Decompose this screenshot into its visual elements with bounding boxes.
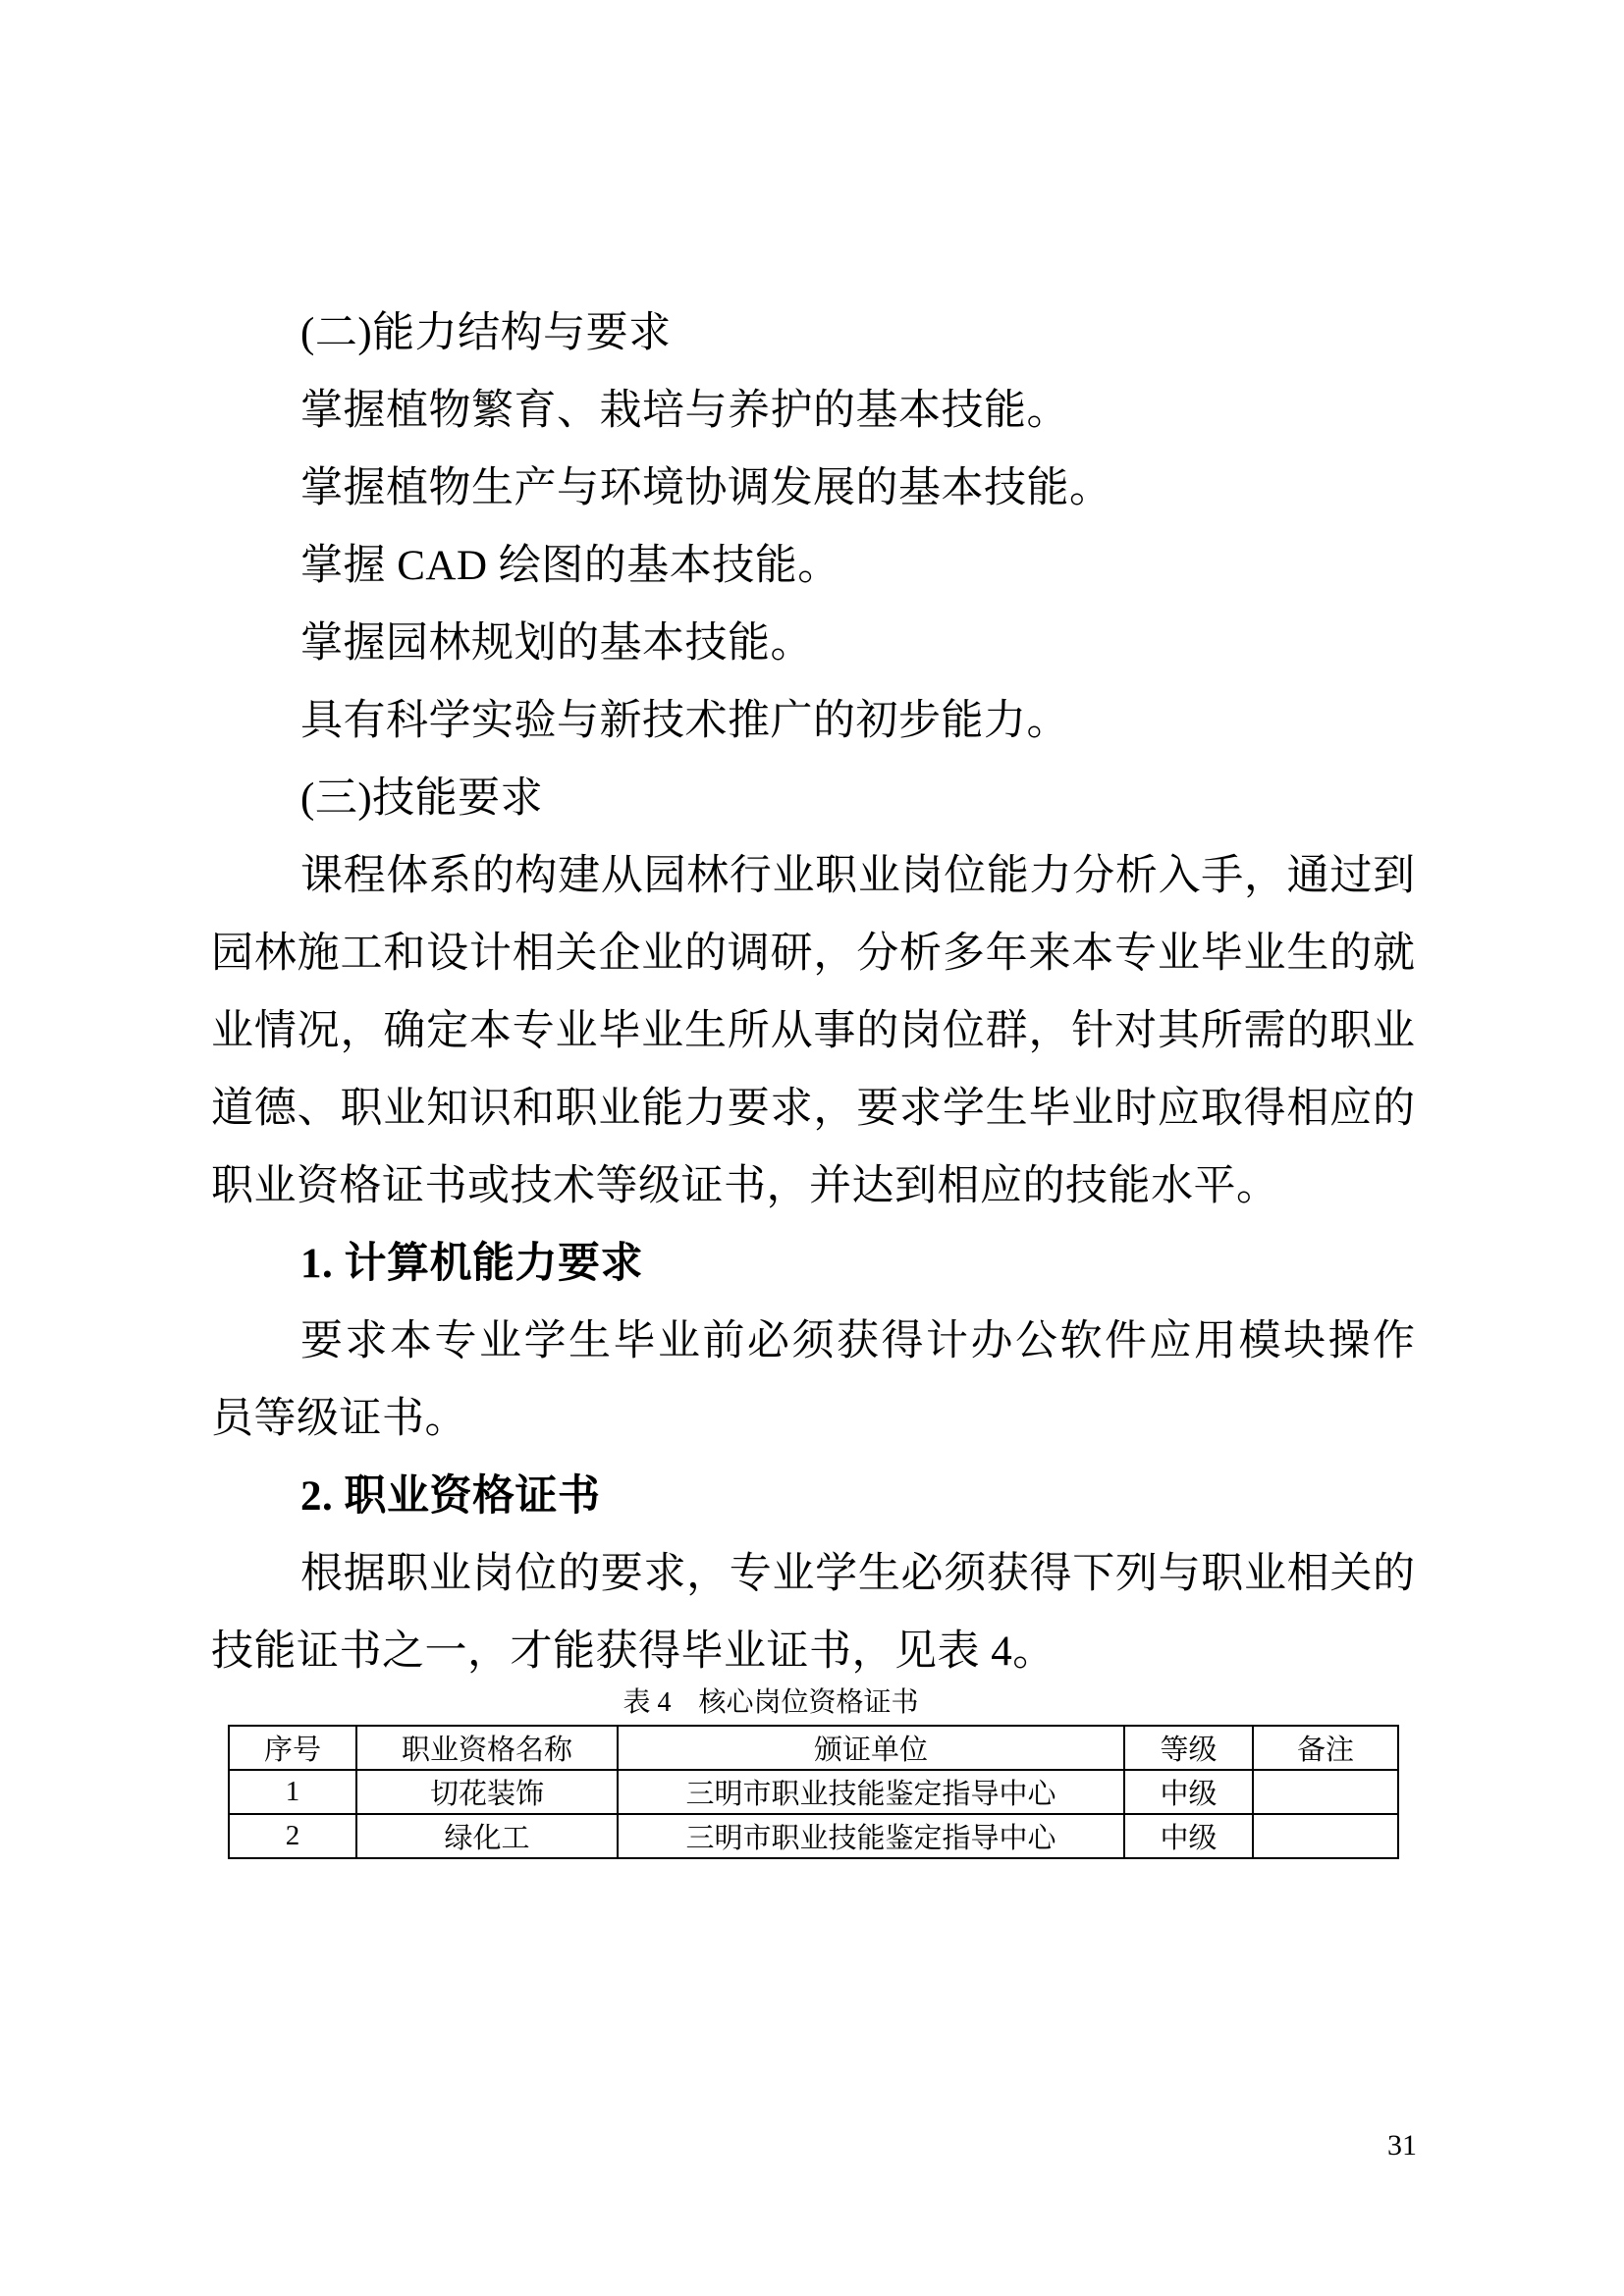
text-line: 要求本专业学生毕业前必须获得计办公软件应用模块操作 bbox=[300, 1318, 1415, 1364]
text-line: 具有科学实验与新技术推广的初步能力。 bbox=[300, 698, 1069, 744]
table-header-cell: 序号 bbox=[229, 1726, 356, 1770]
text-line: 根据职业岗位的要求，专业学生必须获得下列与职业相关的 bbox=[300, 1551, 1415, 1597]
table-header-cell: 等级 bbox=[1124, 1726, 1253, 1770]
text-line: 园林施工和设计相关企业的调研，分析多年来本专业毕业生的就 bbox=[211, 931, 1415, 977]
text-line: (二)能力结构与要求 bbox=[300, 310, 672, 356]
text-line: 1. 计算机能力要求 bbox=[300, 1241, 643, 1287]
table-header-cell: 备注 bbox=[1253, 1726, 1398, 1770]
text-line: 业情况，确定本专业毕业生所从事的岗位群，针对其所需的职业 bbox=[211, 1008, 1415, 1054]
table-cell bbox=[1253, 1770, 1398, 1814]
qualification-certificate-table bbox=[228, 1725, 1399, 1859]
text-line: 职业资格证书或技术等级证书，并达到相应的技能水平。 bbox=[211, 1163, 1279, 1209]
table-row bbox=[229, 1814, 1398, 1858]
table-header-cell: 职业资格名称 bbox=[356, 1726, 618, 1770]
table-cell bbox=[1253, 1814, 1398, 1858]
table-cell: 三明市职业技能鉴定指导中心 bbox=[618, 1814, 1124, 1858]
text-line: 掌握植物生产与环境协调发展的基本技能。 bbox=[300, 465, 1112, 511]
text-block bbox=[211, 294, 1415, 1690]
table-cell: 三明市职业技能鉴定指导中心 bbox=[618, 1770, 1124, 1814]
table-cell: 绿化工 bbox=[356, 1814, 618, 1858]
text-line: 技能证书之一，才能获得毕业证书，见表 4。 bbox=[211, 1629, 1056, 1675]
text-line: (三)技能要求 bbox=[300, 775, 544, 822]
table-body bbox=[229, 1770, 1398, 1858]
page-number: 31 bbox=[1387, 2129, 1417, 2162]
table-cell: 1 bbox=[229, 1770, 356, 1814]
table-cell: 中级 bbox=[1124, 1814, 1253, 1858]
text-line: 员等级证书。 bbox=[211, 1396, 467, 1442]
table-header-cell: 颁证单位 bbox=[618, 1726, 1124, 1770]
text-line: 道德、职业知识和职业能力要求，要求学生毕业时应取得相应的 bbox=[211, 1086, 1415, 1132]
table-cell: 中级 bbox=[1124, 1770, 1253, 1814]
text-line: 课程体系的构建从园林行业职业岗位能力分析入手，通过到 bbox=[300, 853, 1415, 899]
table-cell: 2 bbox=[229, 1814, 356, 1858]
table-caption: 表 4 核心岗位资格证书 bbox=[623, 1687, 919, 1718]
table-header-row bbox=[229, 1726, 1398, 1770]
text-line: 2. 职业资格证书 bbox=[300, 1473, 601, 1520]
text-line: 掌握园林规划的基本技能。 bbox=[300, 620, 813, 667]
text-line: 掌握 CAD 绘图的基本技能。 bbox=[300, 543, 840, 589]
table-row bbox=[229, 1770, 1398, 1814]
text-line: 掌握植物繁育、栽培与养护的基本技能。 bbox=[300, 388, 1069, 434]
table-cell: 切花装饰 bbox=[356, 1770, 618, 1814]
